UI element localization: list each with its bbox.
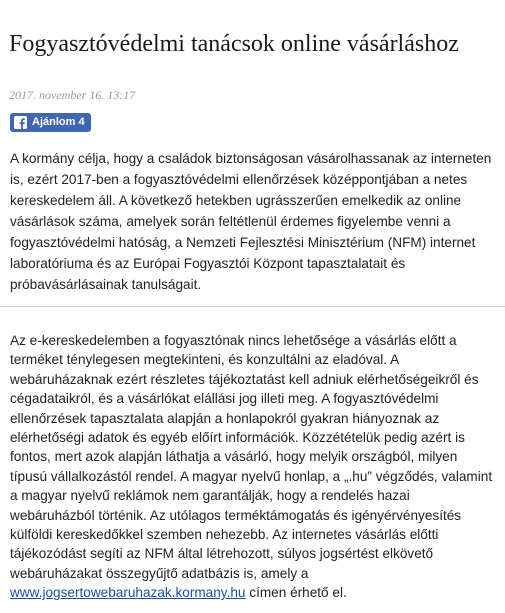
article-body bbox=[10, 331, 496, 603]
article-title: Fogyasztóvédelmi tanácsok online vásárláshoz bbox=[9, 31, 459, 57]
section-divider bbox=[0, 306, 505, 307]
facebook-recommend-button[interactable] bbox=[10, 113, 91, 132]
article-lead: A kormány célja, hogy a családok biztonságosan vásárolhassanak az interneten is, ezért 2017-ben a fogyasztóvédelmi ellenőrzések középpontjában a netes kereskedelem áll. A következő hetekben ugrásszerűen emelkedik az online vásárlások száma, amelyek során feltétlenül érdemes figyelembe venni a fogyasztóvédelmi hatóság, a Nemzeti Fejlesztési Minisztérium (NFM) internet laboratóriuma és az Európai Fogyasztói Központ tapasztalatait és próbavásárlásainak tanulságait. bbox=[10, 151, 492, 292]
article-body-text: Az e-kereskedelemben a fogyasztónak nincs lehetősége a vásárlás előtt a terméket ténylegesen megtekinteni, és konzultálni az eladóval. A webáruházaknak ezért részletes tájékoztatást kell adniuk elérhetőségeikről és cégadataikról, és a vásárlókat elállási jog illeti meg. A fogyasztóvédelmi ellenőrzések tapasztalata alapján a honlapokról gyakran hiányoznak az elérhetőségi adatok és egyéb előírt információk. Közzétételük pedig azért is fontos, mert azok alapján láthatja a vásárló, hogy melyik országból, milyen típusú vállalkozástól rendel. A magyar nyelvű honlap, a „.hu” végződés, valamint a magyar nyelvű reklámok nem garantálják, hogy a rendelés hazai webáruházból történik. Az utólagos terméktámogatás és igényérvényesítés külföldi kereskedőkkel szemben nehezebb. Az internetes vásárlás előtti tájékozódást segíti az NFM által létrehozott, súlyos jogsértést elkövető webáruházakat összegyűjtő adatbázis is, amely a bbox=[10, 333, 493, 581]
jogserto-webaruhazak-link[interactable]: www.jogsertowebaruhazak.kormany.hu bbox=[10, 585, 246, 601]
article-body-ending: címen érhető el. bbox=[245, 585, 347, 601]
facebook-icon bbox=[14, 116, 27, 129]
facebook-recommend-label: Ajánlom 4 bbox=[32, 116, 85, 128]
article-date: 2017. november 16. 13:17 bbox=[9, 88, 136, 102]
